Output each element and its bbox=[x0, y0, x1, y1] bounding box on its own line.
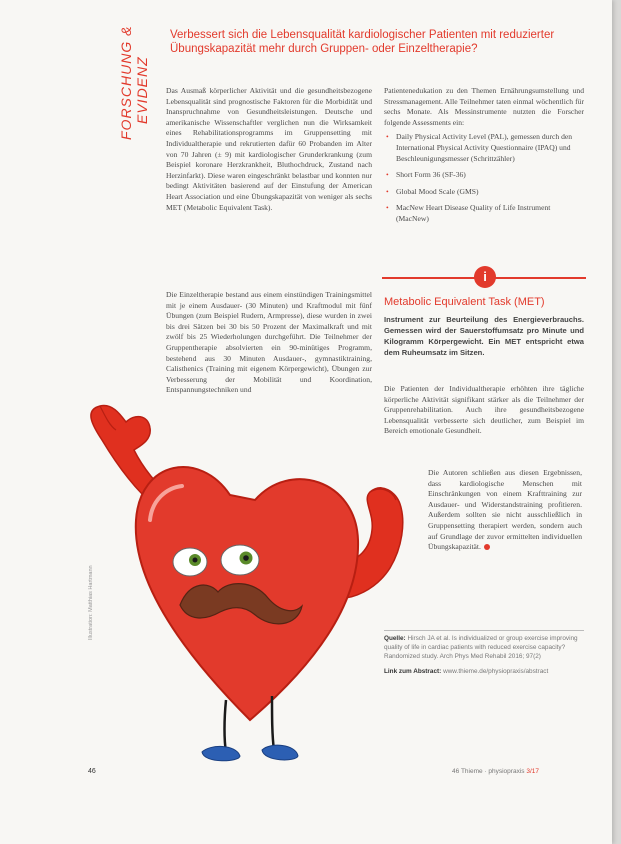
footer-issue: 3/17 bbox=[526, 768, 539, 775]
abstract-link-label: Link zum Abstract: bbox=[384, 668, 442, 675]
article-headline: Verbessert sich die Lebensqualität kardiologischer Patienten mit reduzierter Übungskapazität mehr durch Gruppen- oder Einzeltherapie? bbox=[170, 29, 555, 55]
left-column bbox=[166, 86, 372, 222]
abstract-link[interactable]: www.thieme.de/physiopraxis/abstract bbox=[443, 668, 549, 675]
footer-prefix: 46 bbox=[452, 768, 460, 775]
right-intro: Patientenedukation zu den Themen Ernährungsumstellung und Stressmanagement. Alle Teilnehmer taten einmal wöchentlich für sechs Monate. Als Messinstrumente nutzten die Forscher folgende Assessments ein: bbox=[384, 86, 584, 127]
right-column bbox=[384, 86, 584, 231]
info-text: Instrument zur Beurteilung des Energieverbrauchs. Gemessen wird der Sauerstoffumsatz pro Minute und Kilogramm Körpergewicht. Ein MET entspricht etwa dem Ruheumsatz im Sitzen. bbox=[384, 315, 584, 357]
info-icon: i bbox=[474, 266, 496, 288]
section-label bbox=[118, 25, 170, 140]
page-number: 46 bbox=[88, 768, 96, 775]
list-item: • Short Form 36 (SF-36) bbox=[384, 170, 584, 181]
section-label-line2: EVIDENZ bbox=[134, 56, 150, 124]
conclusion-block bbox=[428, 468, 582, 553]
results-paragraph: Die Patienten der Individualtherapie erhöhten ihre tägliche körperliche Aktivität signifikant stärker als die Teilnehmer der Gruppenrehabilitation. Auch ihre gesundheitsbezogene Lebensqualität verbesserte sich deutlicher, zum Beispiel im Bereich emotionale Gesundheit. bbox=[384, 384, 584, 436]
info-box bbox=[382, 266, 586, 370]
list-item: • Global Mood Scale (GMS) bbox=[384, 187, 584, 198]
conclusion-text: Die Autoren schließen aus diesen Ergebnissen, dass kardiologische Menschen mit Einschränkungen von einem Krafttraining zur Ausdauer- und Widerstandstraining profitieren. Außerdem sollten sie nicht ausschließlich in Gruppensetting therapiert werden, sondern auch auf Grundlage der zuvor ermittelten individuellen Übungskapazität. bbox=[428, 468, 582, 552]
left-paragraph-2: Die Einzeltherapie bestand aus einem einstündigen Trainingsmittel mit je einem Ausdauer- (30 Minuten) und Kraftmodul mit fünf Übungen (zum Beispiel Rudern, Armpresse), diese wurden in zwei bis drei Sätzen bei 30 bis 50 Prozent der Maximalkraft und mit zwölf bis 25 Wiederholungen durchgeführt. Die Teilnehmer der Gruppentherapie absolvierten ein 90-minütiges Programm, bestehend aus 30 Minuten Ausdauer-, gymnastiktraining, Calisthenics (Training mit eigenem Körpergewicht), Übungen zur Verbesserung der Mobilität und Koordination, Entspannungstechniken und bbox=[166, 290, 372, 395]
end-mark-icon bbox=[484, 544, 490, 550]
illustration-credit: Illustration: Matthias Hartmann bbox=[88, 565, 94, 640]
list-item: • MacNew Heart Disease Quality of Life Instrument (MacNew) bbox=[384, 203, 584, 224]
info-title: Metabolic Equivalent Task (MET) bbox=[384, 296, 545, 308]
list-item: • Daily Physical Activity Level (PAL), gemessen durch den International Physical Activity Questionnaire (IPAQ) und Beschleunigungsmesser (Schrittzähler) bbox=[384, 132, 584, 164]
source-text: Hirsch JA et al. Is individualized or group exercise improving quality of life in cardiac patients with reduced exercise capacity? Randomized study. Arch Phys Med Rehabil 2016; 97(2) bbox=[384, 635, 578, 660]
left-column-2 bbox=[166, 290, 372, 405]
footer-magazine: Thieme · physiopraxis bbox=[460, 768, 525, 775]
assessment-list bbox=[384, 132, 584, 224]
left-paragraph-1: Das Ausmaß körperlicher Aktivität und die gesundheitsbezogene Lebensqualität sind prognostische Faktoren für die Morbidität und Inanspruchnahme von Gesundheitsleistungen. Deutsche und amerikanische Wissenschaftler verglichen nun die Wirksamkeit eines Rehabilitationsprogramms im Gruppensetting mit Individualtherapie und rekrutierten dafür 60 Probanden im Alter von 70 Jahren (± 9) mit kardiologischer Grunderkrankung (zum Beispiel koronare Herzkrankheit, Bluthochdruck, Zustand nach Herzinfarkt). Diese waren eingeschränkt belastbar und konnten nur bedingt Aktivitäten basierend auf der Einstufung der American Heart Association und eine Übungskapazität von weniger als sechs MET (Metabolic Equivalent Task). bbox=[166, 86, 372, 212]
muscular-heart-illustration bbox=[40, 400, 420, 780]
section-label-line1: FORSCHUNG & bbox=[118, 25, 134, 140]
page-footer bbox=[452, 768, 539, 775]
source-label: Quelle: bbox=[384, 635, 406, 642]
